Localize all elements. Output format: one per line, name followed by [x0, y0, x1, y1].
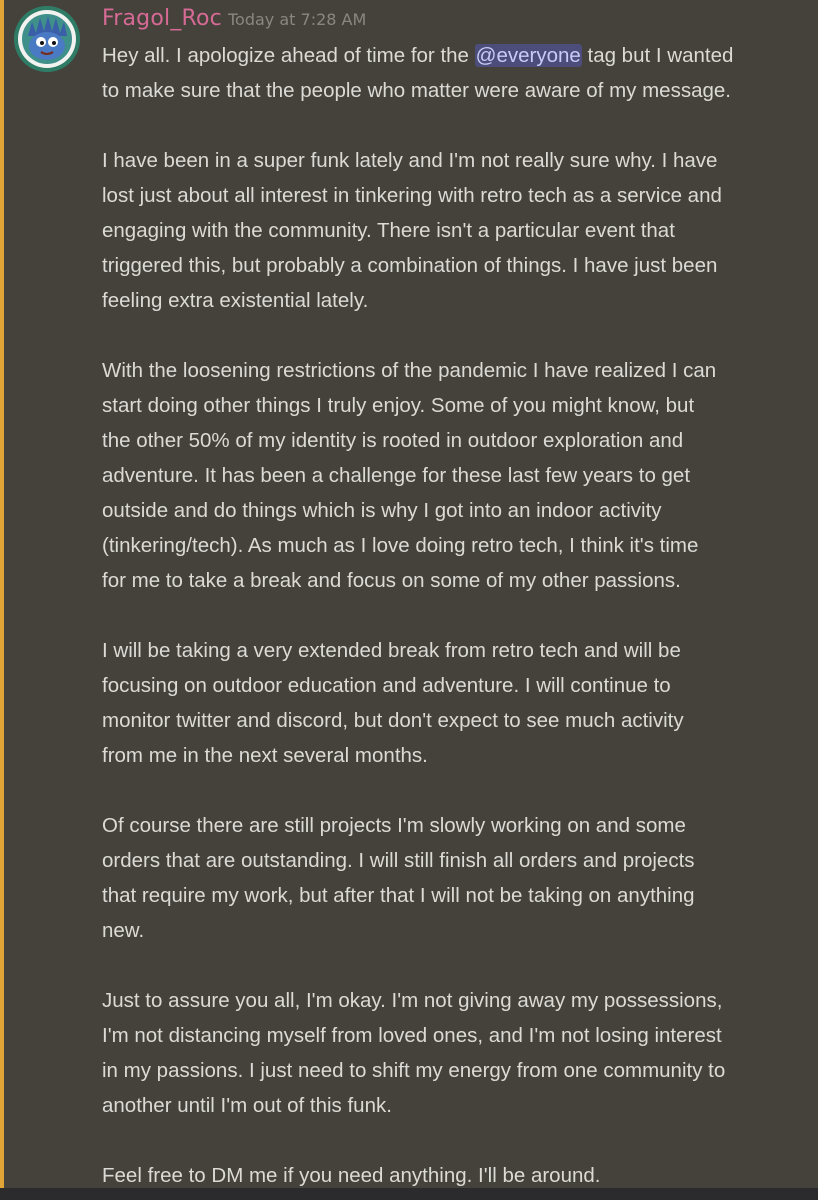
message-line: in my passions. I just need to shift my energy from one community to: [102, 1059, 726, 1082]
message-line: (tinkering/tech). As much as I love doing retro tech, I think it's time: [102, 534, 699, 557]
message-line: With the loosening restrictions of the pandemic I have realized I can: [102, 359, 717, 382]
message-line: outside and do things which is why I got into an indoor activity: [102, 499, 662, 522]
message-line: to make sure that the people who matter were aware of my message.: [102, 79, 731, 102]
message-paragraph: [102, 38, 808, 108]
message-line: triggered this, but probably a combination of things. I have just been: [102, 254, 718, 277]
message-line: focusing on outdoor education and adventure. I will continue to: [102, 674, 671, 697]
message-line: I will be taking a very extended break from retro tech and will be: [102, 639, 681, 662]
message-content: [102, 0, 808, 1193]
message-header: [102, 0, 808, 38]
message-line: start doing other things I truly enjoy. Some of you might know, but: [102, 394, 695, 417]
message-line: the other 50% of my identity is rooted in outdoor exploration and: [102, 429, 684, 452]
avatar[interactable]: [14, 6, 80, 72]
message-line: for me to take a break and focus on some of my other passions.: [102, 569, 681, 592]
message-paragraph: [102, 808, 808, 948]
message-line: another until I'm out of this funk.: [102, 1094, 392, 1117]
message-line: Of course there are still projects I'm slowly working on and some: [102, 814, 686, 837]
message-line: feeling extra existential lately.: [102, 289, 369, 312]
message-line: Just to assure you all, I'm okay. I'm not giving away my possessions,: [102, 989, 723, 1012]
message-line: I have been in a super funk lately and I'm not really sure why. I have: [102, 149, 718, 172]
message-line: monitor twitter and discord, but don't expect to see much activity: [102, 709, 684, 732]
author-name[interactable]: Fragol_Roc: [102, 6, 222, 31]
message-line: orders that are outstanding. I will still finish all orders and projects: [102, 849, 695, 872]
everyone-mention[interactable]: @everyone: [475, 44, 581, 67]
message-line: that require my work, but after that I will not be taking on anything: [102, 884, 695, 907]
bottom-edge: [0, 1188, 818, 1200]
message-line: engaging with the community. There isn't a particular event that: [102, 219, 675, 242]
message-line: adventure. It has been a challenge for these last few years to get: [102, 464, 691, 487]
message-line: Feel free to DM me if you need anything. I'll be around.: [102, 1164, 601, 1187]
message-line: Hey all. I apologize ahead of time for the @everyone tag but I wanted: [102, 44, 734, 67]
message-paragraph: [102, 633, 808, 773]
mention-highlight-bar: [0, 0, 4, 1188]
message-paragraph: [102, 353, 808, 598]
message-line: new.: [102, 919, 145, 942]
message-line: lost just about all interest in tinkering with retro tech as a service and: [102, 184, 722, 207]
message-timestamp: Today at 7:28 AM: [227, 10, 367, 29]
message-line: from me in the next several months.: [102, 744, 428, 767]
message-line: I'm not distancing myself from loved ones, and I'm not losing interest: [102, 1024, 722, 1047]
message-paragraph: [102, 143, 808, 318]
puffle-avatar-icon: [14, 6, 80, 72]
message-paragraph: [102, 983, 808, 1123]
